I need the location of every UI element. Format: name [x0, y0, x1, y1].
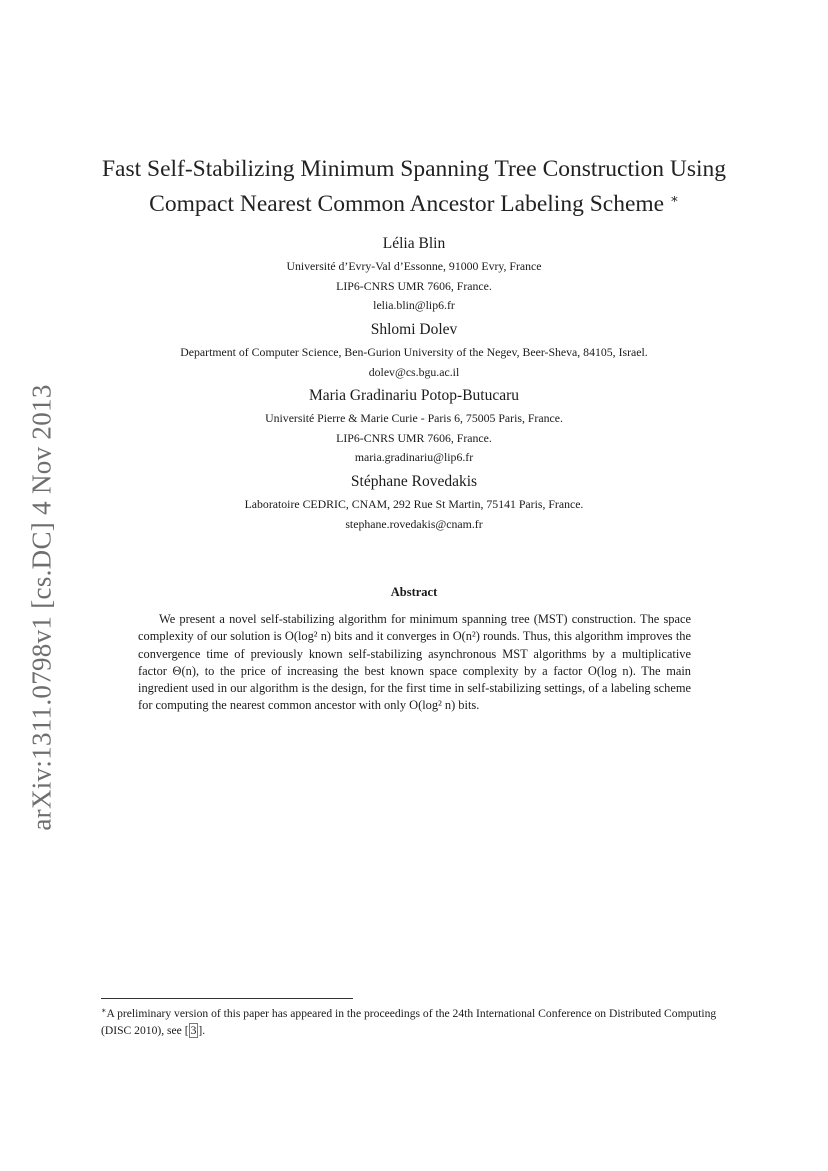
abstract-heading: Abstract — [390, 585, 438, 599]
abstract-text: bits and it converges in — [331, 629, 453, 644]
author-email: dolev@cs.bgu.ac.il — [368, 364, 460, 379]
math-expression: O(log² n) — [284, 629, 332, 644]
footnote-rule — [101, 998, 353, 999]
author-affiliation: Department of Computer Science, Ben-Gurion University of the Negev, Beer-Sheva, 84105, Israel. — [180, 345, 648, 359]
math-expression: O(log² n) — [409, 698, 456, 713]
abstract-text: rounds. Thus, this algorithm improves the convergence time of previously known self-stabilizing asynchronous MST algorithms by a multiplicative factor — [138, 629, 691, 678]
abstract-text: . The main ingredient used in our algorithm is the design, for the first time in self-stabilizing settings, of a labeling scheme for computing the nearest common ancestor with only — [138, 663, 691, 713]
math-expression: O(log n) — [587, 663, 633, 678]
footnote-mark: ∗ — [101, 1006, 107, 1015]
math-expression: O(n²) — [452, 629, 480, 644]
author-affiliation: Laboratoire CEDRIC, CNAM, 292 Rue St Martin, 75141 Paris, France. — [244, 497, 584, 511]
abstract-text: bits. — [455, 698, 480, 713]
math-expression: Θ(n) — [172, 663, 196, 678]
author-email: stephane.rovedakis@cnam.fr — [345, 516, 483, 531]
author-block-rovedakis — [80, 472, 748, 534]
author-name: Lélia Blin — [382, 235, 446, 252]
author-name: Maria Gradinariu Potop-Butucaru — [308, 387, 520, 404]
abstract-text: , to the price of increasing the best known space complexity by a factor — [195, 663, 588, 678]
arxiv-stamp — [22, 372, 62, 842]
author-block-blin — [80, 234, 748, 316]
author-affiliation: LIP6-CNRS UMR 7606, France. — [336, 430, 492, 445]
footnote-text: A preliminary version of this paper has appeared in the proceedings of the 24th International Conference on Distributed Computing (DISC 2010), see [ — [101, 1007, 717, 1037]
abstract-text: We present a novel self-stabilizing algorithm for minimum spanning tree (MST) construction. The space complexity of our solution is — [138, 612, 691, 644]
author-affiliation: Université Pierre & Marie Curie - Paris 6, 75005 Paris, France. — [265, 411, 563, 425]
title-footnote-mark: ∗ — [669, 191, 679, 206]
author-name: Shlomi Dolev — [370, 321, 458, 338]
paper-title — [80, 154, 748, 219]
author-email: lelia.blin@lip6.fr — [373, 298, 455, 312]
citation-link[interactable]: 3 — [190, 1023, 197, 1037]
footnote — [101, 1003, 733, 1039]
title-line-1: Fast Self-Stabilizing Minimum Spanning Tree Construction Using — [101, 156, 727, 182]
title-line-2 — [80, 184, 748, 219]
title-line-2-text: Compact Nearest Common Ancestor Labeling Scheme — [149, 191, 665, 217]
author-block-potop-butucaru — [80, 386, 748, 468]
footnote-text-end: ]. — [198, 1023, 206, 1037]
abstract-body — [138, 611, 691, 715]
author-block-dolev — [80, 320, 748, 382]
author-affiliation: LIP6-CNRS UMR 7606, France. — [336, 278, 492, 293]
author-name: Stéphane Rovedakis — [350, 473, 478, 490]
author-affiliation: Université d’Evry-Val d’Essonne, 91000 Evry, France — [286, 259, 542, 273]
author-email: maria.gradinariu@lip6.fr — [354, 450, 474, 464]
arxiv-stamp-text: arXiv:1311.0798v1 [cs.DC] 4 Nov 2013 — [26, 383, 57, 831]
